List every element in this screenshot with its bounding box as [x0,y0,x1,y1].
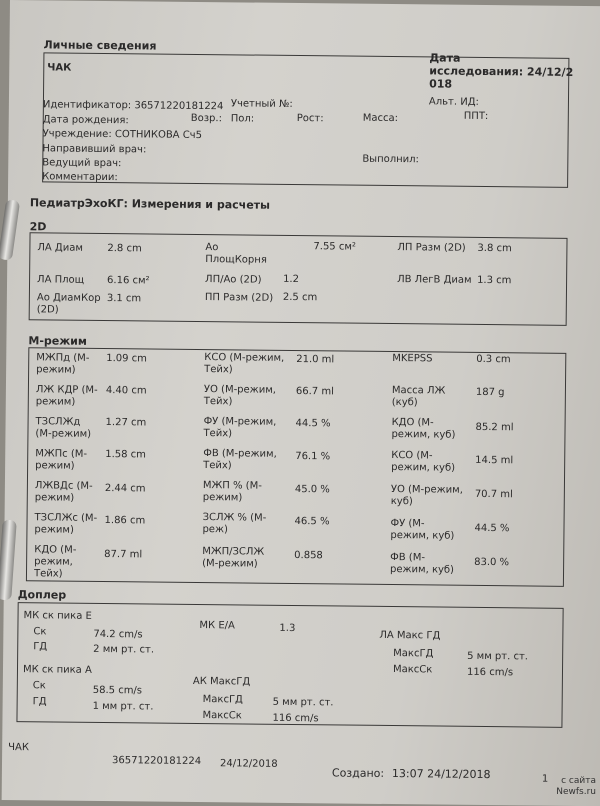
measure-value: 0.858 [294,550,323,562]
maxck-label: МаксСк [392,664,433,676]
footer-id: 36571220181224 [111,755,202,768]
watermark [556,776,596,798]
measure-value: 1.2 [283,273,300,286]
gd-label: ГД [32,696,47,708]
measure-label: ЛВ ЛегВ Диам [397,274,472,286]
measure-label: ФВ (М-режим, Тейх) [203,448,277,472]
measure-value: 2.44 cm [104,483,146,495]
measure-label: МЖП/ЗСЛЖ (М-режим) [202,546,265,570]
measure-value: 2.5 cm [282,291,318,304]
measure-value: 70.7 ml [474,488,513,501]
ak-maxgd-label: АК МаксГД [192,675,251,688]
la-maxgd-label: ЛА Макс ГД [379,629,441,642]
measure-value: 1.58 cm [105,449,146,461]
alt-id: Альт. ИД: [428,96,479,108]
watermark-line: Newfs.ru [556,787,596,797]
personal-title: Личные сведения [43,38,157,53]
measure-label: ЛА Диам [37,242,83,254]
measure-value: 87.7 ml [104,549,143,561]
measure-value: 14.5 ml [475,454,514,467]
measure-label: МЖПд (М-режим) [36,352,90,376]
height: Рост: [296,113,324,125]
doppler-title: Доплер [17,588,67,602]
measure-label: ЛА Площ [37,274,85,286]
measure-label: Ао ПлощКорня [205,242,267,266]
measure-label: ЛП/Ао (2D) [205,274,262,286]
la-maxck-value: 116 cm/s [466,666,514,679]
identifier: Идентификатор: 36571220181224 [42,99,224,113]
measure-label: ЛЖВДс (М-режим) [34,480,93,504]
measure-value: 0.3 cm [476,353,511,366]
ppt: ППТ: [463,110,489,123]
measure-label: MKEPSS [392,353,433,365]
measure-label: ФВ (М-режим, куб) [389,552,455,576]
measure-value: 1.09 cm [106,353,147,365]
measure-label: ФУ (М-режим, куб) [390,518,455,542]
mk-a-ck-value: 58.5 cm/s [92,684,143,697]
measure-label: КСО (М-режим, Тейх) [204,352,285,376]
measure-label: ЛП Разм (2D) [397,242,466,254]
account: Учетный №: [230,98,293,110]
watermark-line: с сайта [561,776,596,786]
measure-value: 83.0 % [474,556,510,569]
measure-label: МЖП % (М-режим) [202,480,262,504]
performed-by: Выполнил: [362,153,420,166]
ak-maxck-value: 116 cm/s [272,712,319,725]
footer-date: 24/12/2018 [219,758,278,770]
measure-value: 7.55 см² [313,241,356,253]
sex: Пол: [230,113,255,125]
section-title: ПедиатрЭхоКГ: Измерения и расчеты [29,196,271,212]
measure-label: МЖПс (М-режим) [35,448,88,472]
measure-label: УО (М-режим, Тейх) [203,384,277,408]
exam-date-line3: 018 [429,77,453,91]
measure-value: 66.7 ml [295,386,334,398]
m-mode-title: М-режим [28,334,87,348]
measure-label: УО (М-режим, куб) [390,484,463,508]
measure-label: ТЗСЛЖд (М-режим) [35,416,92,440]
measure-label: ПП Разм (2D) [204,292,274,304]
mk-a-gd-value: 1 мм рт. ст. [92,700,154,713]
measure-value: 3.1 cm [106,293,142,305]
measure-value: 44.5 % [295,418,331,430]
patient-name: ЧАК [47,62,72,74]
mk-a-label: МК ск пика A [22,664,92,676]
weight: Масса: [362,112,399,125]
measure-label: КДО (М-режим, куб) [391,417,456,441]
mk-ea-label: МК E/A [199,620,235,632]
exam-date-line2: исследования: 24/12/2 [429,64,574,79]
created-label: Создано: [331,766,385,780]
mk-e-gd-value: 2 мм рт. ст. [93,643,155,656]
referrer: Направивший врач: [42,143,147,156]
measure-label: КДО (М-режим, Тейх) [33,544,77,580]
measure-value: 85.2 ml [475,421,514,434]
measure-value: 4.40 cm [105,385,147,397]
measure-label: Масса ЛЖ (куб) [391,385,446,409]
measure-value: 1.86 cm [104,515,146,527]
measure-label: ЛЖ КДР (М-режим) [35,384,98,408]
lead-doctor: Ведущий врач: [42,157,122,170]
maxgd-label: МаксГД [393,648,434,660]
la-maxgd-value: 5 мм рт. ст. [467,650,529,663]
measure-value: 45.0 % [294,484,330,496]
exam-date-label: Дата [429,51,461,65]
measure-value: 1.27 cm [105,417,147,429]
created-value: 13:07 24/12/2018 [391,767,491,782]
ak-maxgd-value: 5 мм рт. ст. [272,696,334,709]
measure-value: 76.1 % [295,451,331,463]
measure-value: 2.8 cm [107,243,142,255]
two-d-title: 2D [29,220,47,234]
ck-label: Ск [32,680,46,692]
measure-value: 21.0 ml [296,354,335,366]
measure-value: 1.3 cm [477,274,512,287]
measure-value: 187 g [475,386,505,399]
measure-label: ЗСЛЖ % (М-реж) [202,512,267,536]
measure-label: КСО (М-режим, куб) [391,450,456,474]
comments: Комментарии: [42,171,118,184]
gd-label: ГД [33,641,48,653]
measure-value: 6.16 см² [107,275,150,287]
birth-date: Дата рождения: [42,114,129,127]
maxgd-label: МаксГД [202,694,243,706]
mk-e-ck-value: 74.2 cm/s [93,628,143,641]
mk-e-label: МК ск пика E [23,610,92,622]
measure-label: ФУ (М-режим, Тейх) [203,416,277,440]
footer-name: ЧАК [8,742,30,754]
age: Возр.: [190,112,223,125]
measure-label: Ао ДиамКор (2D) [36,292,101,316]
measure-label: ТЗСЛЖс (М-режим) [34,512,98,536]
measure-value: 44.5 % [474,522,510,535]
report-page [2,0,600,806]
measure-value: 3.8 cm [477,242,512,255]
ck-label: Ск [33,626,47,638]
institution: Учреждение: СОТНИКОВА Сч5 [42,128,203,142]
page-number: 1 [541,773,549,785]
maxck-label: МаксСк [202,710,242,722]
mk-ea-value: 1.3 [279,622,296,635]
measure-value: 46.5 % [294,516,330,528]
